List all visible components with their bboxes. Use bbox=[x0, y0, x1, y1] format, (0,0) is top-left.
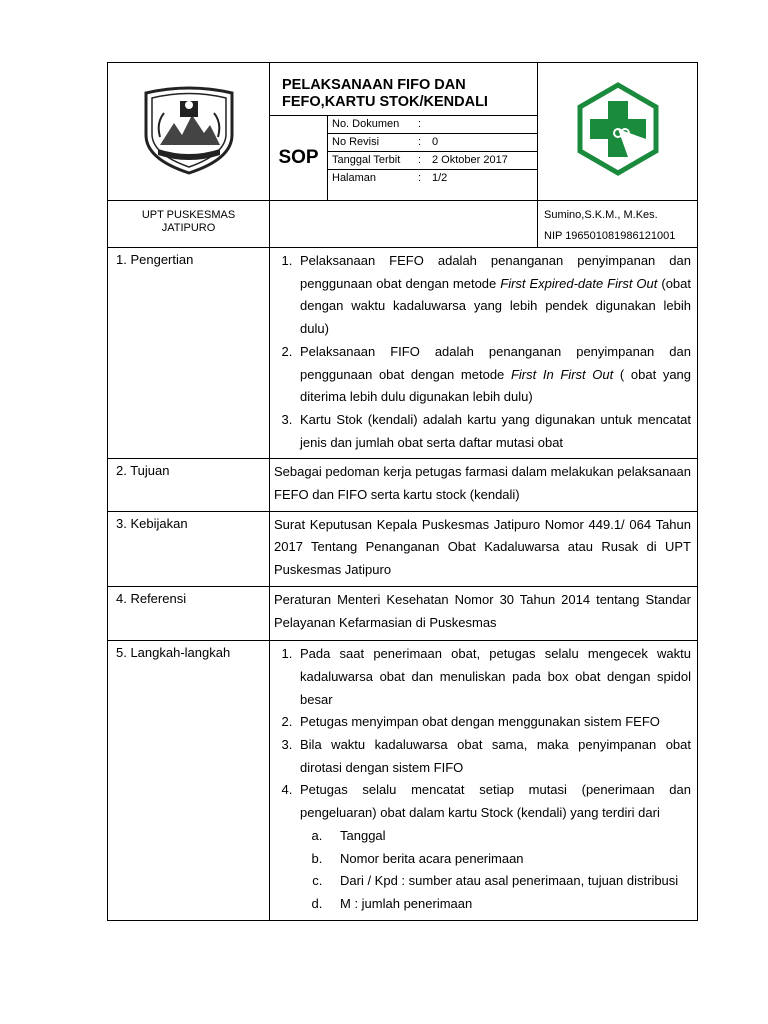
organization-name: UPT PUSKESMAS JATIPURO bbox=[108, 201, 270, 248]
sop-table bbox=[107, 62, 698, 921]
section-label-tujuan: 2. Tujuan bbox=[108, 459, 270, 511]
section-content-pengertian bbox=[270, 248, 698, 459]
list-item: 1. Pelaksanaan FEFO adalah penanganan penyimpanan dan penggunaan obat dengan metode First Expired-date First Out (obat dengan waktu kadaluwarsa yang lebih pendek digunakan lebih dulu) bbox=[296, 250, 691, 341]
section-content-kebijakan: Surat Keputusan Kepala Puskesmas Jatipuro Nomor 449.1/ 064 Tahun 2017 Tentang Penanganan Obat Kadaluwarsa atau Rusak di UPT Puskesmas Jatipuro bbox=[270, 511, 698, 586]
signer-nip: NIP 196501081986121001 bbox=[544, 230, 676, 242]
sub-list-item: b. Nomor berita acara penerimaan bbox=[326, 848, 691, 871]
section-label-kebijakan: 3. Kebijakan bbox=[108, 511, 270, 586]
section-label-langkah: 5. Langkah-langkah bbox=[108, 641, 270, 920]
list-item: 2. Pelaksanaan FIFO adalah penanganan penyimpanan dan penggunaan obat dengan metode First In First Out ( obat yang diterima lebih dulu digunakan lebih dulu) bbox=[296, 341, 691, 409]
list-item: 3. Kartu Stok (kendali) adalah kartu yang digunakan untuk mencatat jenis dan jumlah obat serta daftar mutasi obat bbox=[296, 409, 691, 454]
section-content-tujuan: Sebagai pedoman kerja petugas farmasi dalam melakukan pelaksanaan FEFO dan FIFO serta kartu stock (kendali) bbox=[270, 459, 698, 511]
meta-list bbox=[328, 116, 537, 200]
meta-row: No Revisi : 0 bbox=[328, 134, 537, 152]
title-block bbox=[270, 63, 538, 201]
meta-row: Tanggal Terbit : 2 Oktober 2017 bbox=[328, 152, 537, 170]
signer-name: Sumino,S.K.M., M.Kes. bbox=[544, 209, 658, 221]
list-item: 1. Pada saat penerimaan obat, petugas selalu mengecek waktu kadaluwarsa obat dan menuliskan pada box obat dengan spidol besar bbox=[296, 643, 691, 711]
list-item: 3. Bila waktu kadaluwarsa obat sama, maka penyimpanan obat dirotasi dengan sistem FIFO bbox=[296, 734, 691, 779]
sop-document bbox=[107, 62, 697, 958]
section-label-pengertian: 1. Pengertian bbox=[108, 248, 270, 459]
section-label-referensi: 4. Referensi bbox=[108, 586, 270, 640]
puskesmas-logo-cell bbox=[538, 63, 698, 201]
blank-cell bbox=[270, 201, 538, 248]
signer-block bbox=[538, 201, 698, 248]
document-title: PELAKSANAAN FIFO DAN FEFO,KARTU STOK/KENDALI bbox=[282, 77, 488, 110]
meta-row: Halaman : 1/2 bbox=[332, 172, 448, 184]
list-item: 2. Petugas menyimpan obat dengan menggunakan sistem FEFO bbox=[296, 711, 691, 734]
regency-crest-icon bbox=[140, 83, 238, 175]
sub-list-item: c. Dari / Kpd : sumber atau asal penerimaan, tujuan distribusi bbox=[326, 870, 691, 893]
sop-meta-row bbox=[270, 115, 537, 200]
meta-row: No. Dokumen : bbox=[328, 116, 537, 134]
sop-label: SOP bbox=[270, 116, 328, 200]
section-content-referensi: Peraturan Menteri Kesehatan Nomor 30 Tahun 2014 tentang Standar Pelayanan Kefarmasian di Puskesmas bbox=[270, 586, 698, 640]
sub-list-item: a. Tanggal bbox=[326, 825, 691, 848]
list-item: 4. Petugas selalu mencatat setiap mutasi (penerimaan dan pengeluaran) obat dalam kartu Stock (kendali) yang terdiri dari bbox=[296, 779, 691, 824]
sub-list-item: d. M : jumlah penerimaan bbox=[326, 893, 691, 916]
regency-crest-cell bbox=[108, 63, 270, 201]
section-content-langkah bbox=[270, 641, 698, 920]
puskesmas-logo-icon bbox=[570, 81, 666, 177]
